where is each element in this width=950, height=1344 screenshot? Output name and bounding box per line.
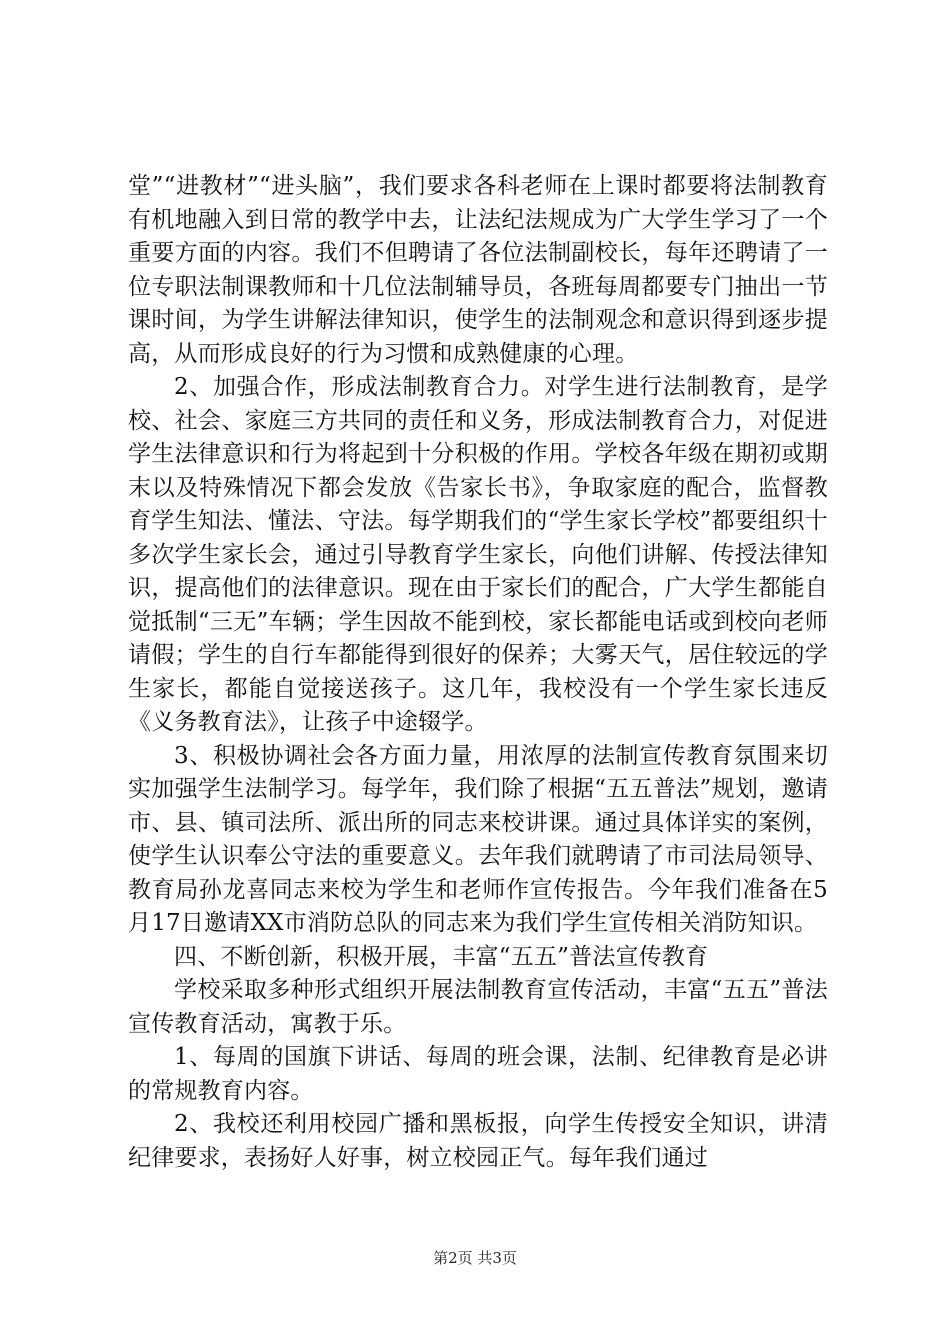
paragraph-broadcast: 2、我校还利用校园广播和黑板报，向学生传授安全知识，讲清纪律要求，表扬好人好事，树立校园正气。每年我们通过	[128, 1111, 828, 1171]
paragraph-flag-speech: 1、每周的国旗下讲话、每周的班会课，法制、纪律教育是必讲的常规教育内容。	[128, 1044, 828, 1104]
section-heading-four: 四、不断创新，积极开展，丰富“五五”普法宣传教育	[174, 943, 709, 970]
paragraph-continuation: 堂”“进教材”“进头脑”，我们要求各科老师在上课时都要将法制教育有机地融入到日常的教学中去，让法纪法规成为广大学生学习了一个重要方面的内容。我们不但聘请了各位法制副校长，每年还聘请了一位专职法制课教师和十几位法制辅导员，各班每周都要专门抽出一节课时间，为学生讲解法律知识，使学生的法制观念和意识得到逐步提高，从而形成良好的行为习惯和成熟健康的心理。	[128, 173, 828, 367]
paragraph-social-forces: 3、积极协调社会各方面力量，用浓厚的法制宣传教育氛围来切实加强学生法制学习。每学年，我们除了根据“五五普法”规划，邀请市、县、镇司法所、派出所的同志来校讲课。通过具体详实的案例，使学生认识奉公守法的重要意义。去年我们就聘请了市司法局领导、教育局孙龙喜同志来校为学生和老师作宣传报告。今年我们准备在5月17日邀请XX市消防总队的同志来为我们学生宣传相关消防知识。	[128, 742, 828, 936]
page-footer: 第2页 共3页	[433, 1249, 517, 1267]
paragraph-activities-intro: 学校采取多种形式组织开展法制教育宣传活动，丰富“五五”普法宣传教育活动，寓教于乐。	[128, 977, 828, 1037]
document-body	[128, 170, 828, 1175]
paragraph-cooperation: 2、加强合作，形成法制教育合力。对学生进行法制教育，是学校、社会、家庭三方共同的责任和义务，形成法制教育合力，对促进学生法律意识和行为将起到十分积极的作用。学校各年级在期初或期末以及特殊情况下都会发放《告家长书》，争取家庭的配合，监督教育学生知法、懂法、守法。每学期我们的“学生家长学校”都要组织十多次学生家长会，通过引导教育学生家长，向他们讲解、传授法律知识，提高他们的法律意识。现在由于家长们的配合，广大学生都能自觉抵制“三无”车辆；学生因故不能到校，家长都能电话或到校向老师请假；学生的自行车都能得到很好的保养；大雾天气，居住较远的学生家长，都能自觉接送孩子。这几年，我校没有一个学生家长违反《义务教育法》，让孩子中途辍学。	[128, 374, 828, 735]
